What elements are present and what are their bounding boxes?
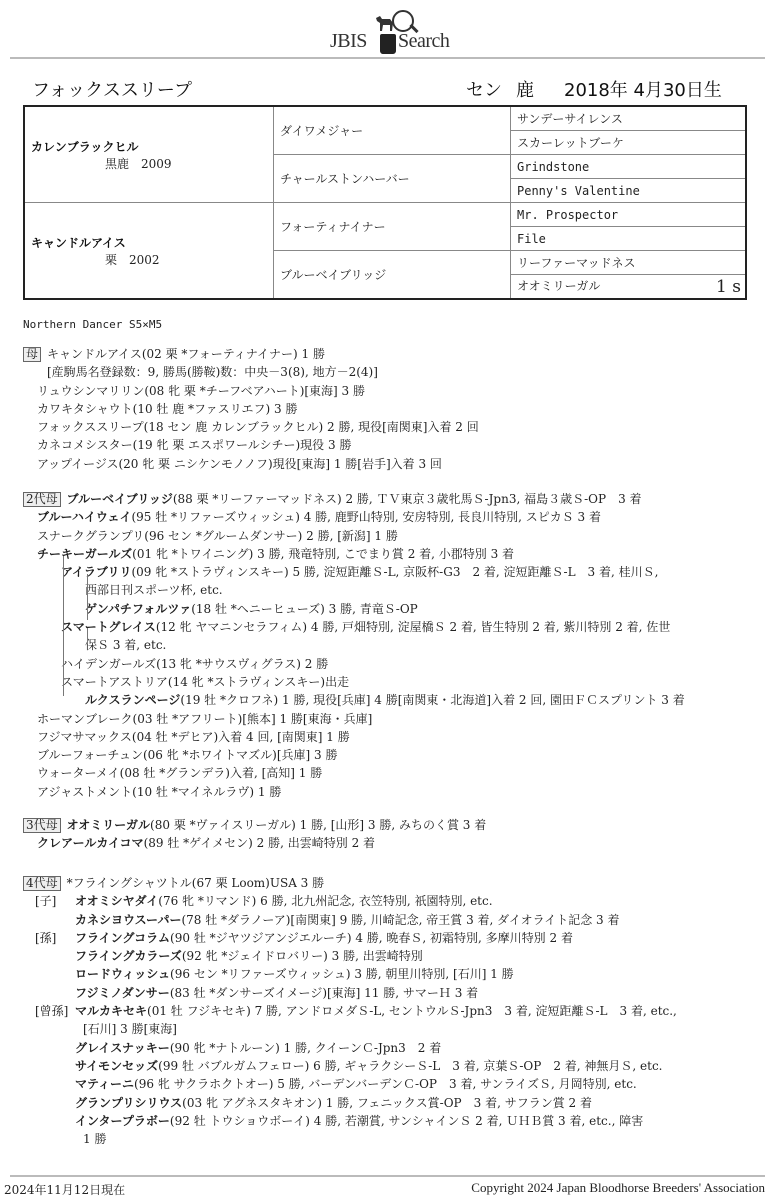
family-item-name[interactable]: ゲンパチフォルツァ — [85, 601, 192, 616]
family-item-record: (83 牡 *ダンサーズイメージ)[東海] 11 勝, サマーＨ 3 着 — [169, 985, 479, 1000]
family-item — [23, 673, 685, 691]
section-tag-fourth-dam: 4代母 — [23, 876, 61, 891]
family-item — [23, 984, 677, 1002]
logo-can-icon — [380, 34, 396, 54]
family-item-name[interactable]: サイモンセッズ — [75, 1058, 159, 1073]
header-divider — [10, 57, 765, 59]
dam-section — [23, 345, 479, 473]
inbreed-mark: 1 s — [716, 276, 741, 297]
fourth-dam-section — [23, 874, 677, 1148]
family-item — [23, 834, 486, 852]
family-item — [23, 728, 685, 746]
progeny-item[interactable]: カワキタシャウト(10 牡 鹿 *ファスリエフ) 3 勝 — [37, 401, 298, 416]
sire-sire-cell[interactable]: ダイワメジャー — [274, 106, 511, 155]
family-item — [23, 1057, 677, 1075]
footer-divider — [10, 1175, 765, 1177]
family-item-name[interactable]: アイラブリリ — [61, 565, 132, 580]
dam-dam-sire-cell[interactable]: リーファーマッドネス — [511, 251, 747, 275]
dam-cell[interactable] — [24, 203, 274, 300]
dam-color: 栗 — [105, 252, 118, 267]
family-item-continued — [23, 636, 685, 654]
fourth-dam-head[interactable]: *フライングシャツトル(67 栗 Loom)USA 3 勝 — [66, 876, 325, 890]
relation-label: [子] — [35, 894, 57, 909]
family-item-name[interactable]: チーキーガールズ — [37, 546, 133, 561]
relation-label: [曾孫] — [35, 1004, 69, 1019]
third-dam-section — [23, 816, 486, 853]
logo-text-search: Search — [398, 30, 450, 52]
dam-stats: [産駒馬名登録数：9, 勝馬(勝鞍)数：中央－3(8), 地方－2(4)] — [47, 365, 378, 380]
family-item-record: (96 セン *リファーズウィッシュ) 3 勝, 朝里川特別, [石川] 1 勝 — [170, 967, 514, 982]
family-item-name[interactable]: クレアールカイコマ — [37, 836, 144, 851]
third-dam-record: (80 栗 *ヴァイスリーガル) 1 勝, [山形] 3 勝, みちのく賞 3 着 — [150, 818, 487, 832]
family-item-record: (76 牝 *リマンド) 6 勝, 北九州記念, 衣笠特別, 祇園特別, etc. — [158, 894, 493, 909]
family-item — [23, 911, 677, 929]
family-item-record: (92 牝 *ジェイドロバリー) 3 勝, 出雲崎特別 — [181, 949, 423, 964]
sire-dam-sire-cell[interactable]: Grindstone — [511, 155, 747, 179]
family-item — [23, 929, 677, 947]
dam-dam-dam-cell[interactable] — [511, 275, 747, 300]
dam-head[interactable]: キャンドルアイス(02 栗 *フォーティナイナー) 1 勝 — [47, 347, 325, 361]
dam-year: 2002 — [129, 252, 160, 267]
progeny-item[interactable]: リュウシンマリリン(08 牝 栗 *チーフベアハート)[東海] 3 勝 — [37, 383, 366, 398]
family-item-record[interactable]: ブルーフォーチュン(06 牝 *ホワイトマズル)[兵庫] 3 勝 — [37, 748, 338, 763]
second-dam-record: (88 栗 *リーファーマッドネス) 2 勝, ＴＶ東京３歳牝馬Ｓ-Jpn3, 福島３歳Ｓ-OP 3 着 — [172, 492, 642, 506]
family-item — [23, 545, 685, 563]
family-item-record: (18 牡 *ヘニーヒューズ) 3 勝, 青竜Ｓ-OP — [191, 601, 418, 616]
section-tag-third-dam: 3代母 — [23, 818, 61, 833]
sire-sire-dam-cell[interactable]: スカーレットブーケ — [511, 131, 747, 155]
family-item-record: (78 牡 *ダラノーア)[南関東] 9 勝, 川崎記念, 帝王賞 3 着, ダイオライト記念 3 着 — [181, 912, 620, 927]
family-item — [23, 746, 685, 764]
horse-birthdate: 2018年 4月30日生 — [564, 80, 722, 101]
sire-color: 黒鹿 — [105, 156, 130, 171]
family-item-record: (19 牡 *クロフネ) 1 勝, 現役[兵庫] 4 勝[南関東・北海道]入着 2 回, 園田ＦＣスプリント 3 着 — [180, 693, 685, 708]
family-item-record: (09 牝 *ストラヴィンスキー) 5 勝, 淀短距離Ｓ-L, 京阪杯-G3 2 着, 淀短距離Ｓ-L 3 着, 桂川Ｓ, — [131, 565, 659, 580]
family-item-record: (12 牝 ヤマニンセラフィム) 4 勝, 戸畑特別, 淀屋橋Ｓ 2 着, 皆生特別 2 着, 紫川特別 2 着, 佐世 — [155, 620, 671, 635]
family-item-record: 1 勝 — [83, 1132, 107, 1147]
sire-dam-cell[interactable]: チャールストンハーバー — [274, 155, 511, 203]
horse-header — [32, 76, 735, 104]
family-item-continued — [23, 1020, 677, 1038]
relation-label: [孫] — [35, 930, 57, 945]
family-item-record: [石川] 3 勝[東海] — [83, 1022, 177, 1037]
family-item-name[interactable]: フジミノダンサー — [75, 985, 170, 1000]
family-item-record: (90 牝 *ナトルーン) 1 勝, クイーンＣ-Jpn3 2 着 — [169, 1040, 442, 1055]
family-item — [23, 965, 677, 983]
family-item — [23, 1075, 677, 1093]
family-item-record: (03 牝 アグネスタキオン) 1 勝, フェニックス賞-OP 3 着, サフラン賞 2 着 — [182, 1095, 592, 1110]
family-item-name[interactable]: ルクスランページ — [85, 693, 181, 708]
family-item-record[interactable]: ホーマンブレーク(03 牡 *アフリート)[熊本] 1 勝[東海・兵庫] — [37, 711, 373, 726]
progeny-item[interactable]: フォックススリープ(18 セン 鹿 カレンブラックヒル) 2 勝, 現役[南関東]入着 2 回 — [37, 420, 479, 435]
family-item-record: (99 牡 バブルガムフェロー) 6 勝, ギャラクシーＳ-L 3 着, 京葉Ｓ-OP 2 着, 神無月Ｓ, etc. — [158, 1058, 663, 1073]
dam-dam-dam-name: オオミリーガル — [517, 278, 601, 293]
family-item-name[interactable]: フライングカラーズ — [75, 949, 182, 964]
dam-sire-dam-cell[interactable]: File — [511, 227, 747, 251]
family-item-name[interactable]: スマートグレイス — [61, 620, 156, 635]
sire-info — [31, 155, 267, 172]
family-item-record: (96 牝 サクラホクトオー) 5 勝, バーデンバーデンＣ-OP 3 着, サンライズＳ, 月岡特別, etc. — [134, 1077, 637, 1092]
family-item-name[interactable]: ブルーハイウェイ — [37, 510, 132, 525]
family-item — [23, 655, 685, 673]
tree-connector — [87, 574, 88, 620]
progeny-item[interactable]: アップイージス(20 牝 栗 ニシケンモノノフ)現役[東海] 1 勝[岩手]入着 3 回 — [37, 456, 442, 471]
logo-text-jbis: JBIS — [330, 30, 367, 52]
sire-sire-sire-cell[interactable]: サンデーサイレンス — [511, 106, 747, 131]
family-item-record[interactable]: ウォーターメイ(08 牡 *グランデラ)入着, [高知] 1 勝 — [37, 766, 323, 781]
dam-sire-cell[interactable]: フォーティナイナー — [274, 203, 511, 251]
family-item-continued — [23, 1130, 677, 1148]
family-item-record: (95 牡 *リファーズウィッシュ) 4 勝, 鹿野山特別, 安房特別, 長良川特別, スピカＳ 3 着 — [131, 510, 601, 525]
section-tag-second-dam: 2代母 — [23, 492, 61, 507]
family-item-name[interactable]: フライングコラム — [75, 930, 171, 945]
family-item-name[interactable]: オオミシヤダイ — [75, 894, 159, 909]
family-item-name[interactable]: カネシヨウスーパー — [75, 912, 182, 927]
horse-name: フォックススリープ — [32, 80, 193, 101]
jbis-search-logo[interactable] — [330, 4, 460, 54]
as-of-date: 2024年11月12日現在 — [4, 1183, 126, 1197]
family-item — [23, 1094, 677, 1112]
section-tag-dam: 母 — [23, 347, 41, 362]
family-item — [23, 618, 685, 636]
sire-year: 2009 — [141, 156, 172, 171]
family-item-record[interactable]: ハイデンガールズ(13 牝 *サウスヴィグラス) 2 勝 — [61, 656, 329, 671]
magnifier-icon — [392, 10, 414, 32]
dam-sire-sire-cell[interactable]: Mr. Prospector — [511, 203, 747, 227]
sire-cell[interactable] — [24, 106, 274, 203]
copyright: Copyright 2024 Japan Bloodhorse Breeders' Association — [471, 1180, 765, 1195]
family-item-continued — [23, 581, 685, 599]
sire-name: カレンブラックヒル — [31, 139, 139, 154]
family-item-record[interactable]: アジャストメント(10 牡 *マイネルラヴ) 1 勝 — [37, 784, 282, 799]
family-item — [23, 508, 685, 526]
family-item-record[interactable]: フジマサマックス(04 牡 *デヒア)入着 4 回, [南関東] 1 勝 — [37, 729, 350, 744]
dam-dam-cell[interactable]: ブルーベイブリッジ — [274, 251, 511, 300]
family-item — [23, 691, 685, 709]
third-dam-name[interactable]: オオミリーガル — [66, 818, 151, 832]
pedigree-table — [23, 105, 747, 300]
horse-color: 鹿 — [516, 80, 534, 101]
family-item — [23, 1039, 677, 1057]
family-item — [23, 783, 685, 801]
family-item-name[interactable]: グランプリシリウス — [75, 1095, 183, 1110]
family-item-record[interactable]: スナークグランプリ(96 セン *グルームダンサー) 2 勝, [新潟] 1 勝 — [37, 528, 398, 543]
family-item-name[interactable]: マルカキセキ — [75, 1004, 148, 1019]
second-dam-name[interactable]: ブルーベイブリッジ — [66, 492, 173, 506]
family-item — [23, 764, 685, 782]
family-item-record: (92 牡 トウショウボーイ) 4 勝, 若潮賞, サンシャインＳ 2 着, ＵＨＢ賞 3 着, etc., 障害 — [169, 1113, 644, 1128]
family-item-record: (89 牡 *ゲイメセン) 2 勝, 出雲崎特別 2 着 — [143, 836, 376, 851]
family-item — [23, 563, 685, 581]
inbreeding-crosses: Northern Dancer S5×M5 — [23, 318, 163, 331]
horse-sex: セン — [466, 80, 502, 101]
family-item — [23, 892, 677, 910]
family-item-record: (90 牡 *ジヤツジアンジエルーチ) 4 勝, 晩春Ｓ, 初霜特別, 多摩川特別 2 着 — [170, 930, 573, 945]
family-item — [23, 710, 685, 728]
family-item-name[interactable]: マティーニ — [75, 1077, 135, 1092]
family-item — [23, 527, 685, 545]
dam-name: キャンドルアイス — [31, 235, 126, 250]
family-item-name[interactable]: ロードウィッシュ — [75, 967, 171, 982]
family-item-record[interactable]: スマートアストリア(14 牝 *ストラヴィンスキー)出走 — [61, 674, 350, 689]
second-dam-section — [23, 490, 685, 801]
sire-dam-dam-cell[interactable]: Penny's Valentine — [511, 179, 747, 203]
family-item — [23, 1112, 677, 1130]
dam-info — [31, 251, 267, 268]
family-item — [23, 600, 685, 618]
family-item-name[interactable]: インタープラボー — [75, 1113, 170, 1128]
family-item — [23, 947, 677, 965]
progeny-item[interactable]: カネコメシスター(19 牝 栗 エスポワールシチー)現役 3 勝 — [37, 438, 352, 453]
tree-connector — [87, 628, 88, 644]
family-item-record: 西部日刊スポーツ杯, etc. — [85, 583, 223, 598]
tree-connector — [63, 556, 64, 696]
family-item-record: 保Ｓ 3 着, etc. — [85, 638, 167, 653]
family-item — [23, 1002, 677, 1020]
family-item-record: (01 牡 フジキセキ) 7 勝, アンドロメダＳ-L, セントウルＳ-Jpn3 3 着, 淀短距離Ｓ-L 3 着, etc., — [147, 1004, 677, 1019]
family-item-record: (01 牝 *トワイニング) 3 勝, 飛竜特別, こでまり賞 2 着, 小郡特別 3 着 — [132, 546, 515, 561]
family-item-name[interactable]: グレイスナッキー — [75, 1040, 170, 1055]
